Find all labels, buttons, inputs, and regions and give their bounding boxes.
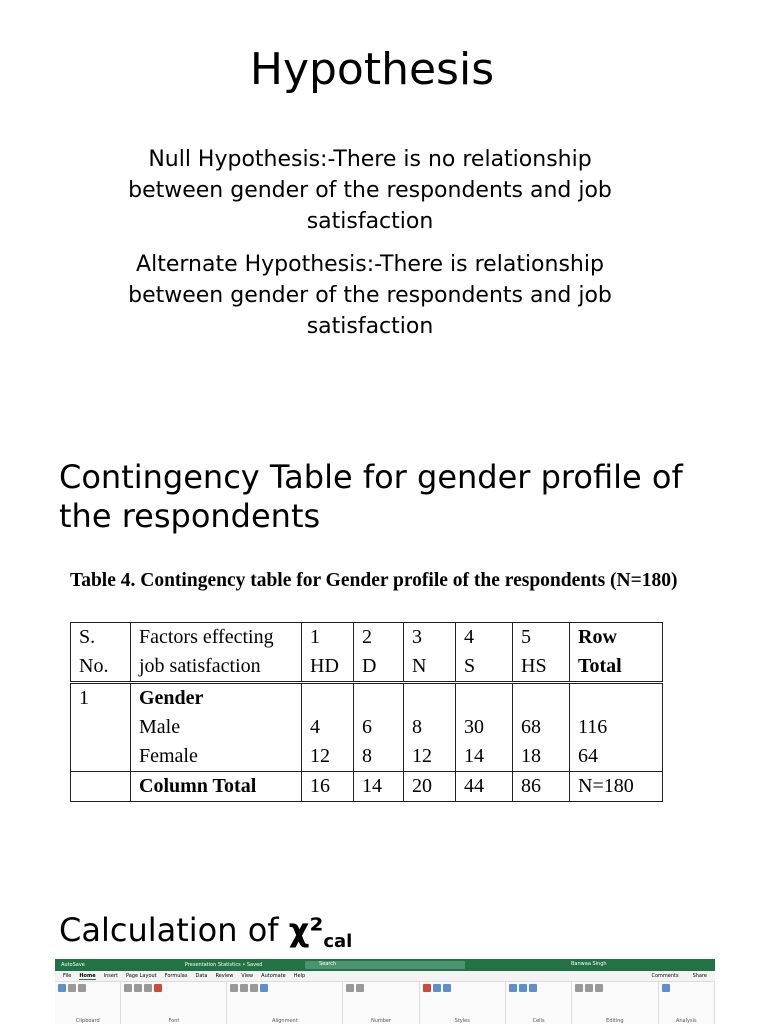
header-hs: 5 HS bbox=[513, 623, 570, 683]
column-total-label: Column Total bbox=[131, 772, 302, 802]
underline-icon[interactable] bbox=[144, 984, 152, 992]
cell-s: 30 14 bbox=[456, 683, 513, 772]
contingency-table bbox=[70, 622, 663, 802]
find-select-icon[interactable] bbox=[595, 984, 603, 992]
wrap-text-icon[interactable] bbox=[250, 984, 258, 992]
header-hd: 1 HD bbox=[302, 623, 354, 683]
group-alignment: Alignment bbox=[227, 982, 343, 1024]
align-center-icon[interactable] bbox=[240, 984, 248, 992]
menu-data[interactable]: Data bbox=[195, 973, 208, 979]
header-s: 4 S bbox=[456, 623, 513, 683]
menu-formulas[interactable]: Formulas bbox=[164, 973, 188, 979]
total-d: 14 bbox=[354, 772, 404, 802]
conditional-formatting-icon[interactable] bbox=[423, 984, 431, 992]
autosave-label[interactable]: AutoSave bbox=[61, 962, 85, 968]
table-caption: Table 4. Contingency table for Gender profile of the respondents (N=180) bbox=[70, 570, 678, 591]
excel-search-box[interactable]: Search bbox=[305, 961, 465, 969]
autosum-icon[interactable] bbox=[575, 984, 583, 992]
chi-subscript: cal bbox=[323, 931, 353, 952]
group-font: Font bbox=[121, 982, 227, 1024]
group-analysis: Analysis bbox=[659, 982, 716, 1024]
bold-icon[interactable] bbox=[124, 984, 132, 992]
sort-filter-icon[interactable] bbox=[585, 984, 593, 992]
group-cells: Cells bbox=[506, 982, 572, 1024]
table-row-column-total bbox=[71, 772, 663, 802]
total-grand: N=180 bbox=[570, 772, 663, 802]
share-button[interactable]: Share bbox=[692, 973, 707, 979]
insert-cells-icon[interactable] bbox=[509, 984, 517, 992]
cut-icon[interactable] bbox=[68, 984, 76, 992]
menu-help[interactable]: Help bbox=[293, 973, 306, 979]
format-table-icon[interactable] bbox=[433, 984, 441, 992]
excel-title-bar bbox=[55, 959, 715, 971]
font-color-icon[interactable] bbox=[154, 984, 162, 992]
total-n: 20 bbox=[404, 772, 456, 802]
cell-sno: 1 bbox=[71, 683, 131, 772]
excel-ribbon bbox=[55, 981, 715, 1024]
delete-cells-icon[interactable] bbox=[519, 984, 527, 992]
comments-button[interactable]: Comments bbox=[651, 973, 679, 979]
null-hypothesis: Null Hypothesis:-There is no relationship between gender of the respondents and job satisfaction bbox=[128, 147, 612, 234]
align-left-icon[interactable] bbox=[230, 984, 238, 992]
cell-d: 6 8 bbox=[354, 683, 404, 772]
cell-hs: 68 18 bbox=[513, 683, 570, 772]
menu-page-layout[interactable]: Page Layout bbox=[125, 973, 157, 979]
cell-n: 8 12 bbox=[404, 683, 456, 772]
menu-file[interactable]: File bbox=[63, 973, 72, 979]
merge-center-icon[interactable] bbox=[260, 984, 268, 992]
total-hs: 86 bbox=[513, 772, 570, 802]
header-sno: S. No. bbox=[71, 623, 131, 683]
percent-icon[interactable] bbox=[356, 984, 364, 992]
menu-view[interactable]: View bbox=[241, 973, 254, 979]
header-row-total: Row Total bbox=[570, 623, 663, 683]
menu-insert[interactable]: Insert bbox=[103, 973, 118, 979]
copy-icon[interactable] bbox=[78, 984, 86, 992]
excel-menu-bar bbox=[55, 971, 715, 981]
total-hd: 16 bbox=[302, 772, 354, 802]
header-factors: Factors effecting job satisfaction bbox=[131, 623, 302, 683]
slide-title: Hypothesis bbox=[249, 44, 495, 95]
italic-icon[interactable] bbox=[134, 984, 142, 992]
group-number: Number bbox=[343, 982, 419, 1024]
cell-styles-icon[interactable] bbox=[443, 984, 451, 992]
table-header-row bbox=[71, 623, 663, 683]
analyze-data-icon[interactable] bbox=[662, 984, 670, 992]
header-d: 2 D bbox=[354, 623, 404, 683]
menu-automate[interactable]: Automate bbox=[261, 973, 286, 979]
chi-square-symbol: χ² bbox=[288, 911, 324, 949]
cell-hd: 4 12 bbox=[302, 683, 354, 772]
menu-home[interactable]: Home bbox=[79, 972, 96, 979]
paste-icon[interactable] bbox=[58, 984, 66, 992]
menu-review[interactable]: Review bbox=[215, 973, 234, 979]
group-editing: Editing bbox=[572, 982, 658, 1024]
total-s: 44 bbox=[456, 772, 513, 802]
calculation-heading: Calculation of $\chi^2_{cal}$ bbox=[59, 911, 353, 952]
currency-icon[interactable] bbox=[346, 984, 354, 992]
excel-screenshot bbox=[55, 959, 715, 1024]
excel-user[interactable]: Banwaa Singh bbox=[571, 961, 607, 967]
table-row-gender bbox=[71, 683, 663, 772]
cell-row-total: 116 64 bbox=[570, 683, 663, 772]
cell-factors: Gender Male Female bbox=[131, 683, 302, 772]
group-styles: Styles bbox=[420, 982, 506, 1024]
contingency-heading: Contingency Table for gender profile of the respondents bbox=[59, 458, 683, 535]
group-clipboard: Clipboard bbox=[55, 982, 121, 1024]
header-n: 3 N bbox=[404, 623, 456, 683]
excel-doc-title: Presentation Statistics • Saved bbox=[184, 962, 263, 968]
format-cells-icon[interactable] bbox=[529, 984, 537, 992]
alternate-hypothesis: Alternate Hypothesis:-There is relationship between gender of the respondents and job satisfaction bbox=[128, 252, 612, 339]
